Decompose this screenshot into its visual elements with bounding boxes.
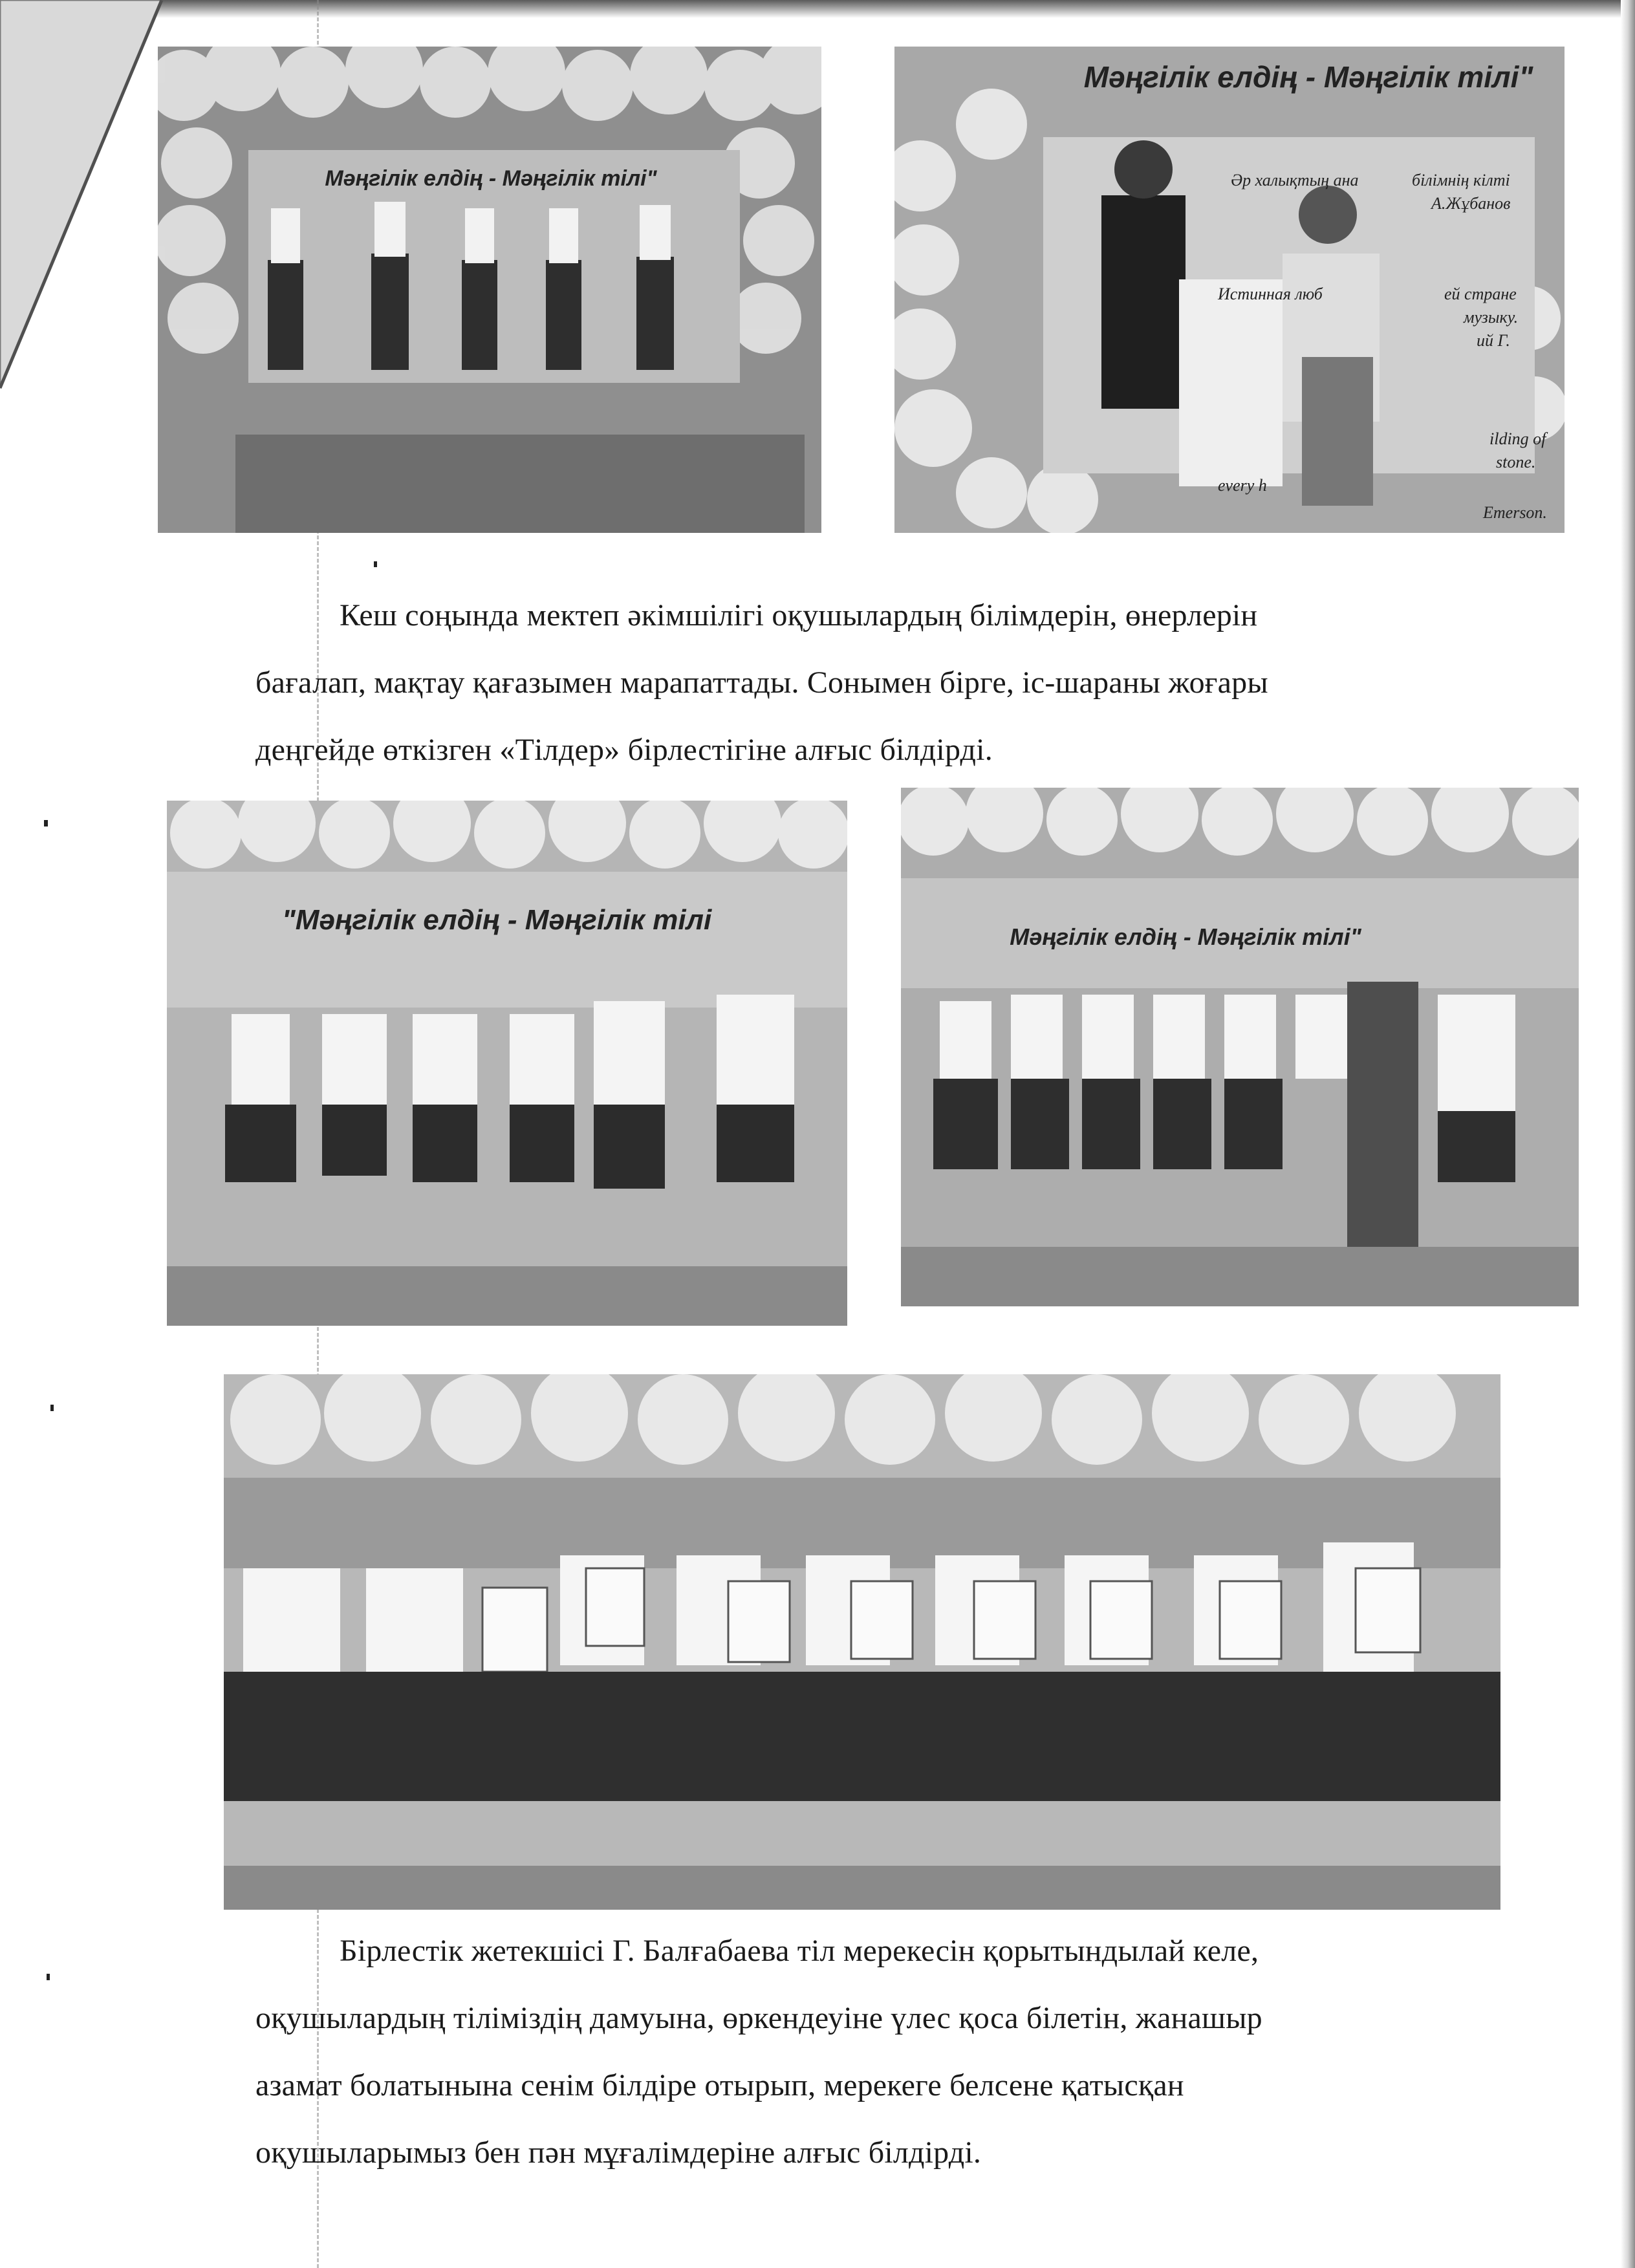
photo-award-ceremony [901, 788, 1579, 1306]
text-line: азамат болатынына сенім білдіре отырып, мерекеге белсене қатысқан [255, 2068, 1184, 2102]
scan-right-edge [1621, 0, 1635, 2268]
text-line: деңгейде өткізген «Тілдер» бірлестігіне алғыс білдірді. [255, 733, 993, 767]
poster-line: ilding of [1489, 429, 1546, 448]
poster-line: Emerson. [1483, 503, 1547, 522]
scan-speck [374, 561, 377, 567]
photo-girls-choir [158, 47, 821, 533]
scan-speck [50, 1405, 54, 1411]
text-line: Кеш соңында мектеп әкімшілігі оқушылардың білімдерін, өнерлерін [340, 598, 1258, 632]
poster-line: музыку. [1464, 308, 1519, 327]
text-line: оқушыларымыз бен пән мұғалімдеріне алғыс білдірді. [255, 2135, 982, 2170]
photo-banner-text: Мәңгілік елдің - Мәңгілік тілі" [325, 166, 657, 191]
poster-line: Әр халықтың ана [1231, 171, 1359, 189]
poster-line: Истинная люб [1218, 285, 1323, 303]
photo-banner-text: Мәңгілік елдің - Мәңгілік тілі" [1010, 923, 1361, 950]
text-line: Бірлестік жетекшісі Г. Балғабаева тіл мерекесін қорытындылай келе, [340, 1934, 1259, 1968]
text-line: оқушылардың тіліміздің дамуына, өркендеуіне үлес қоса білетін, жанашыр [255, 2001, 1262, 2035]
scan-speck [44, 820, 48, 826]
text-line: бағалап, мақтау қағазымен марапаттады. Сонымен бірге, іс-шараны жоғары [255, 665, 1268, 700]
photo-banner-text: Мәңгілік елдің - Мәңгілік тілі" [1083, 60, 1533, 94]
poster-line: stone. [1496, 453, 1536, 471]
photo-group-certificates [224, 1374, 1500, 1910]
photo-piano-dialogue [894, 47, 1565, 533]
poster-line: білімнің кілті [1412, 171, 1510, 189]
paragraph-award [255, 582, 1517, 784]
paragraph-closing [255, 1917, 1517, 2187]
poster-line: ей стране [1444, 285, 1517, 303]
poster-line: А.Жұбанов [1431, 194, 1511, 213]
poster-line: every h [1218, 476, 1267, 495]
scan-speck [47, 1974, 50, 1980]
poster-line: ий Г. [1477, 331, 1510, 350]
photo-banner-text: "Мәңгілік елдің - Мәңгілік тілі [281, 904, 712, 936]
photo-participants-lineup [167, 801, 847, 1326]
